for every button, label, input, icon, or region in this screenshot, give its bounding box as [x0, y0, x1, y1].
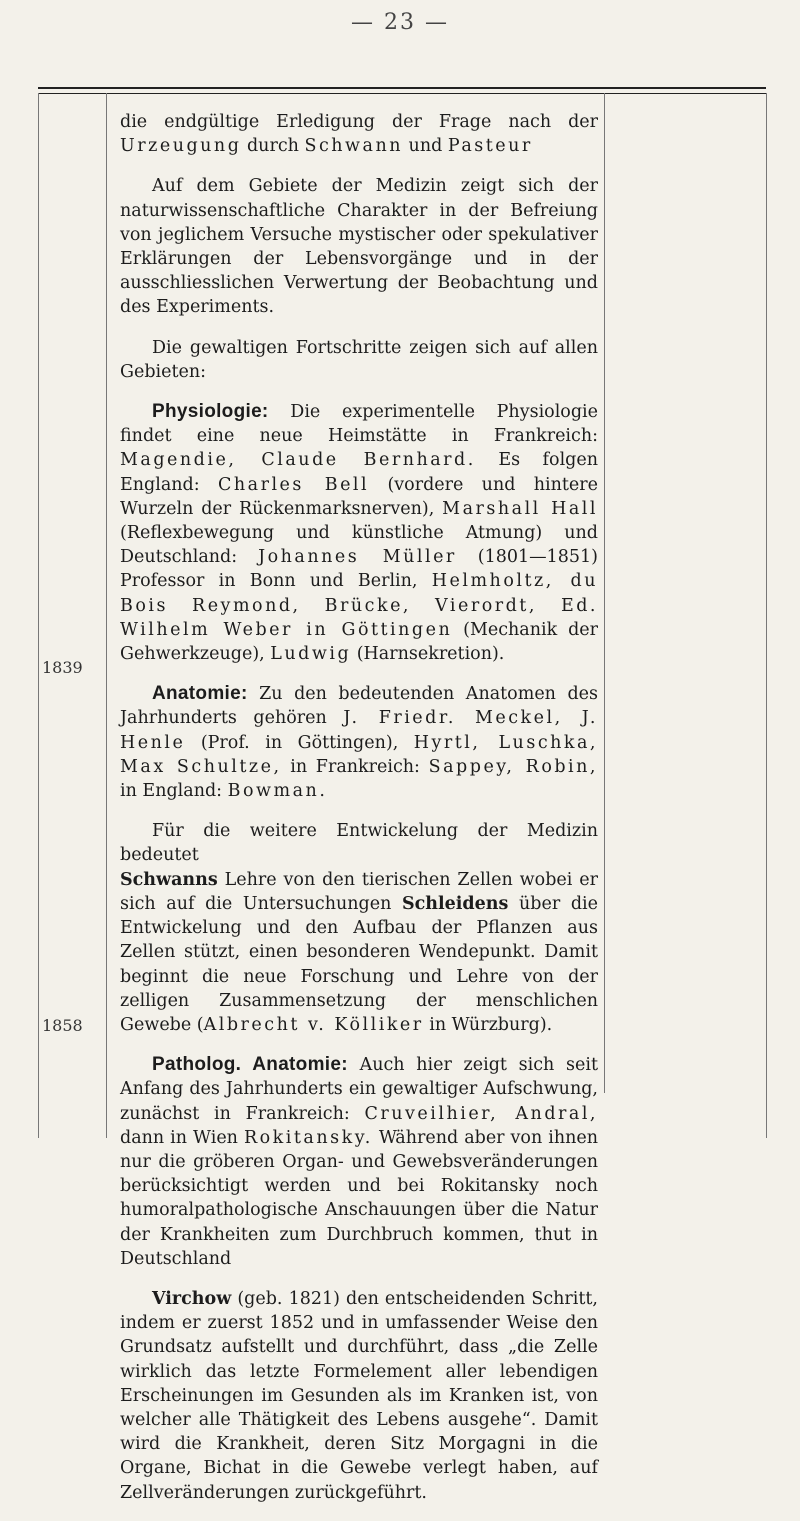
paragraph-pathologie: [120, 1053, 598, 1271]
text-run: durch: [241, 136, 305, 157]
text-run: (Reflexbewegung und künstliche Atmung) und Deutschland:: [120, 523, 598, 568]
text-run: Auch hier zeigt sich seit Anfang des Jahrhunderts ein gewaltiger Aufschwung, zunächst in Frankreich:: [120, 1055, 598, 1124]
text-run: (Prof. in Göttingen),: [185, 732, 414, 753]
text-run: in Würzburg).: [423, 1014, 553, 1035]
text-run: Zu den bedeutenden Anatomen des Jahrhunderts gehören: [120, 684, 598, 729]
person-name: Johannes Müller: [258, 547, 457, 568]
page-number: — 23 —: [351, 10, 449, 35]
person-name: Rokitansky.: [243, 1127, 373, 1148]
person-names: Cruveilhier, Andral,: [364, 1103, 598, 1124]
person-names: J. Friedr. Meckel, J. Henle: [120, 708, 598, 753]
paragraph-fortschritte: Die gewaltigen Fortschritte zeigen sich auf allen Gebieten:: [120, 337, 598, 382]
text-run: in England:: [120, 781, 228, 802]
section-heading-pathologie: Patholog. Anatomie:: [152, 1054, 348, 1076]
person-name: Marshall Hall: [442, 498, 598, 519]
text-run: Es folgen England:: [120, 450, 598, 495]
section-heading-anatomie: Anatomie:: [152, 683, 248, 705]
text-run: Die experimentelle Physiologie findet eine neue Heimstätte in Frankreich:: [120, 402, 598, 447]
paragraph-urzeugung: [120, 110, 598, 158]
text-right-line: [604, 93, 605, 1093]
page-body: [120, 110, 598, 1521]
person-name: Albrecht v. Kölliker: [203, 1014, 424, 1035]
text-run: und: [402, 136, 448, 157]
person-names: Magendie, Claude Bernhard.: [120, 450, 476, 471]
person-name: Ludwig: [270, 644, 352, 665]
margin-year-1858: 1858: [42, 1016, 83, 1035]
spaced-term: Urzeugung: [120, 136, 242, 157]
person-names: Helmholtz, du Bois Reymond, Brücke, Vierordt, Ed. Wilhelm Weber in Göttingen: [120, 571, 598, 640]
person-name-bold: Schleidens: [401, 893, 509, 914]
person-names: Hyrtl, Luschka, Max Schultze,: [120, 732, 598, 777]
person-name: Bowman.: [227, 781, 328, 802]
text-run: (vordere und hintere Wurzeln der Rückenmarksnerven),: [120, 474, 598, 519]
paragraph-entwickelung: Für die weitere Entwickelung der Medizin bedeutet: [120, 821, 598, 866]
text-left-line: [106, 93, 107, 1138]
text-run: dann in Wien: [120, 1127, 244, 1148]
person-name: Charles Bell: [217, 474, 370, 495]
section-heading-physiologie: Physiologie:: [152, 401, 269, 423]
margin-year-1839: 1839: [42, 658, 83, 677]
top-rule-thin: [38, 93, 766, 94]
person-name-bold: Schwanns: [120, 869, 218, 890]
paragraph-physiologie: [120, 400, 598, 666]
paragraph-schwann: [120, 868, 598, 1037]
text-run: Während aber von ihnen nur die gröberen Organ- und Gewebsveränderungen berücksichtigt werden und bei Rokitansky noch humoralpathologische Anschauungen über die Natur der Krankheiten zum Durchbruch kommen, thut in Deutschland: [120, 1127, 599, 1269]
person-name: Pasteur: [447, 136, 533, 157]
text-run: über die Entwickelung und den Aufbau der Pflanzen aus Zellen stützt, einen besonderen Wendepunkt. Damit beginnt die neue Forschung und Lehre von der zelligen Zusammensetzung der menschlichen Gewebe (: [120, 893, 598, 1035]
text-run: in Frankreich:: [281, 756, 429, 777]
left-margin-line: [38, 93, 39, 1138]
top-rule: [38, 87, 766, 89]
text-run: (Mechanik der Gehwerkzeuge),: [120, 619, 598, 665]
paragraph-anatomie: [120, 682, 598, 803]
text-run: die endgültige Erledigung der Frage nach der: [120, 112, 598, 132]
person-names: Sappey, Robin,: [428, 756, 598, 777]
text-run: Lehre von den tierischen Zellen wobei er sich auf die Untersuchungen: [120, 869, 598, 914]
text-run: (1801—1851) Professor in Bonn und Berlin,: [120, 547, 598, 592]
text-run: (geb. 1821) den entscheidenden Schritt, indem er zuerst 1852 und in umfassender Weise den Grundsatz aufstellt und durchführt, dass „die Zelle wirklich das letzte Formelement aller lebendigen Erscheinungen im Gesunden als im Kranken ist, von welcher alle Thätigkeit des Lebens ausgehe“. Damit wird die Krankheit, deren Sitz Morgagni in die Organe, Bichat in die Gewebe verlegt haben, auf Zellveränderungen zurückgeführt.: [120, 1288, 598, 1503]
person-name-bold: Virchow: [152, 1288, 232, 1309]
right-margin-line: [766, 93, 767, 1138]
paragraph-medizin: Auf dem Gebiete der Medizin zeigt sich der naturwissenschaftliche Charakter in der Befreiung von jeglichem Versuche mystischer oder spekulativer Erklärungen der Lebensvorgänge und in der ausschliesslichen Verwertung der Beobachtung und des Experiments.: [120, 176, 598, 318]
paragraph-virchow: [120, 1287, 598, 1505]
text-run: (Harnsekretion).: [351, 644, 505, 665]
person-name: Schwann: [304, 136, 403, 157]
